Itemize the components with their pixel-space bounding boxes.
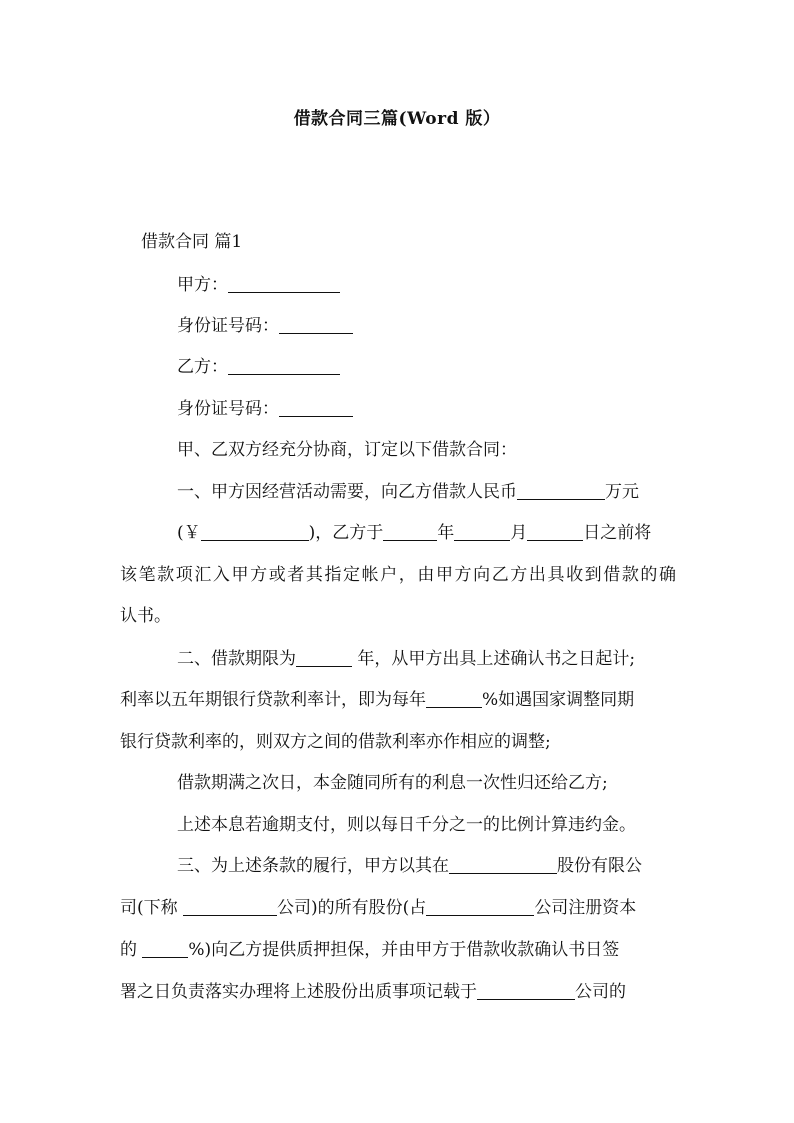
- party-a-id-line: [177, 314, 353, 338]
- amount-figure-blank: [201, 522, 309, 541]
- clause1-text-a: 一、甲方因经营活动需要，向乙方借款人民币: [177, 482, 517, 502]
- clause1-line4: 认书。: [120, 606, 171, 626]
- clause1-text-d: )，乙方于: [308, 523, 384, 543]
- clause3-line3: [120, 938, 619, 962]
- party-a-label: 甲方：: [177, 275, 228, 295]
- party-b-id-blank: [279, 398, 353, 417]
- amount-blank: [517, 481, 605, 500]
- party-a-line: [177, 273, 340, 297]
- clause3-text-f: 的: [120, 940, 143, 960]
- clause3-line2: [120, 896, 636, 920]
- clause1-text-g: 日之前将: [583, 523, 652, 543]
- clause1-line2: [177, 521, 651, 545]
- day-blank: [527, 522, 583, 541]
- clause1-line1: [177, 480, 639, 504]
- term-blank: [296, 648, 352, 667]
- clause3-line1: [177, 854, 642, 878]
- party-b-label: 乙方：: [177, 357, 228, 377]
- register-company-blank: [477, 981, 575, 1000]
- clause2-line5: 上述本息若逾期支付，则以每日千分之一的比例计算违约金。: [177, 815, 636, 835]
- clause3-text-a: 三、为上述条款的履行，甲方以其在: [177, 856, 449, 876]
- party-a-blank: [228, 274, 340, 293]
- clause3-text-e: 公司注册资本: [534, 898, 637, 918]
- clause3-line4: [120, 980, 626, 1004]
- clause3-text-b: 股份有限公: [557, 856, 642, 876]
- party-b-id-label: 身份证号码：: [177, 399, 279, 419]
- rate-blank: [426, 689, 482, 708]
- clause2-line1: [177, 647, 635, 671]
- party-a-id-label: 身份证号码：: [177, 316, 279, 336]
- clause3-text-c: 司(下称: [120, 898, 184, 918]
- party-b-blank: [228, 356, 340, 375]
- share-percent-blank: [426, 897, 534, 916]
- clause2-text-a: 二、借款期限为: [177, 649, 296, 669]
- capital-percent-blank: [142, 939, 188, 958]
- clause3-text-g: %)向乙方提供质押担保，并由甲方于借款收款确认书日签: [188, 940, 620, 960]
- party-a-id-blank: [279, 315, 353, 334]
- clause2-text-c: 利率以五年期银行贷款利率计，即为每年: [120, 690, 426, 710]
- clause1-text-e: 年: [437, 523, 455, 543]
- clause3-text-h: 署之日负责落实办理将上述股份出质事项记载于: [120, 982, 477, 1002]
- party-b-id-line: [177, 397, 353, 421]
- clause2-text-d: %如遇国家调整同期: [482, 690, 635, 710]
- short-name-blank: [183, 897, 277, 916]
- clause2-line4: 借款期满之次日，本金随同所有的利息一次性归还给乙方;: [177, 773, 608, 793]
- intro-line: 甲、乙双方经充分协商，订定以下借款合同：: [177, 440, 517, 460]
- clause2-text-b: 年，从甲方出具上述确认书之日起计;: [352, 649, 636, 669]
- document-title: 借款合同三篇(Word 版）: [293, 109, 501, 129]
- party-b-line: [177, 355, 340, 379]
- clause1-text-b: 万元: [605, 482, 639, 502]
- section-heading: 借款合同 篇1: [141, 232, 243, 252]
- clause3-text-d: 公司)的所有股份(占: [277, 898, 427, 918]
- clause2-line3: 银行贷款利率的，则双方之间的借款利率亦作相应的调整;: [120, 732, 551, 752]
- clause1-text-c: (￥: [177, 523, 201, 543]
- month-blank: [454, 522, 510, 541]
- clause3-text-i: 公司的: [575, 982, 626, 1002]
- clause1-line3: 该笔款项汇入甲方或者其指定帐户，由甲方向乙方出具收到借款的确: [120, 565, 676, 585]
- year-blank: [383, 522, 437, 541]
- clause2-line2: [120, 688, 634, 712]
- company-blank: [449, 855, 557, 874]
- clause1-text-f: 月: [510, 523, 528, 543]
